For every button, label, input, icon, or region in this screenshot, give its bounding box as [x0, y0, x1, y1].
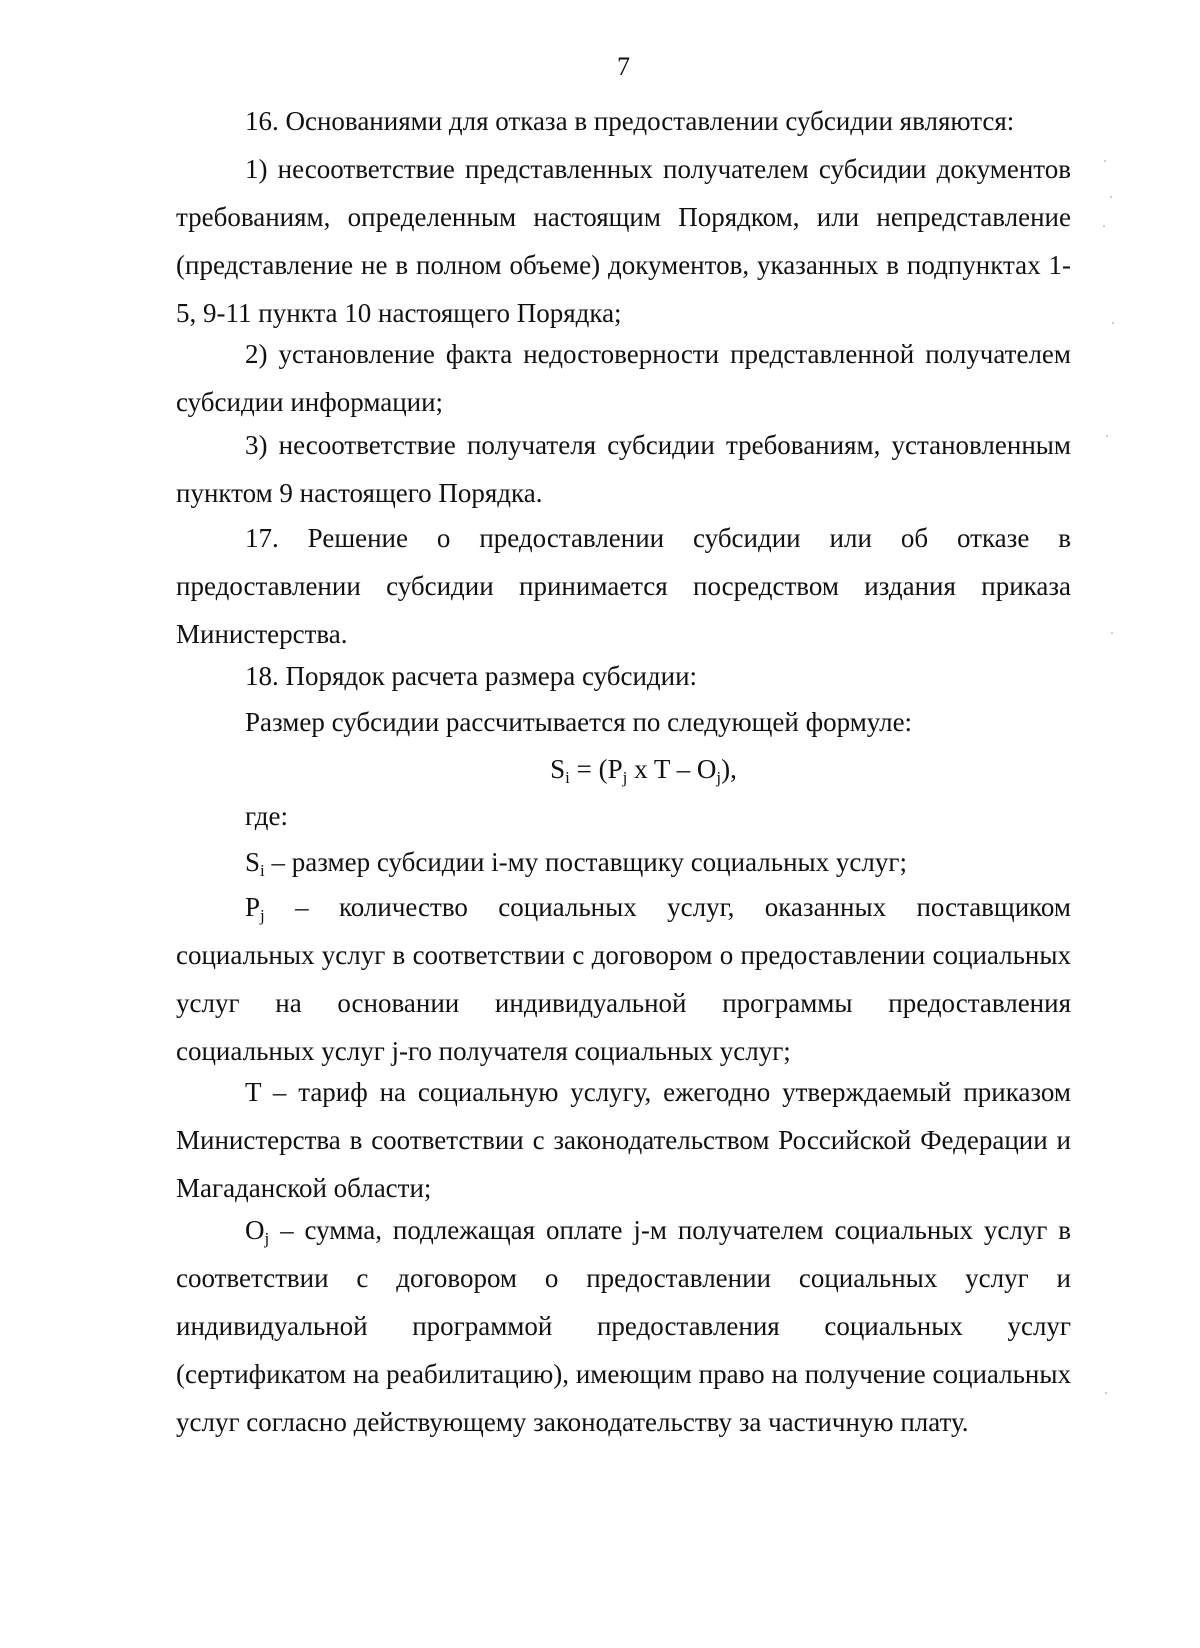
- definition-p-subscript: j: [260, 906, 265, 925]
- formula-close: ),: [721, 754, 737, 784]
- scan-speck: [1111, 632, 1113, 634]
- formula-o-subscript: j: [716, 768, 722, 787]
- where-label: где:: [245, 801, 288, 831]
- definition-o-symbol: O: [245, 1215, 265, 1245]
- definition-s-text: – размер субсидии i-му поставщику социальных услуг;: [264, 847, 907, 877]
- scan-speck: [1105, 1392, 1107, 1394]
- definition-s: [176, 838, 1071, 886]
- paragraph-16-item-1: 1) несоответствие представленных получателем субсидии документов требованиям, определенным настоящим Порядком, или непредставление (представление не в полном объеме) документов, указанных в подпунктах 1-5, 9-11 пункта 10 настоящего Порядка;: [176, 154, 1071, 328]
- paragraph-16-heading: 16. Основаниями для отказа в предоставлении субсидии являются:: [245, 106, 1015, 136]
- definition-o-text: – сумма, подлежащая оплате j-м получателем социальных услуг в соответствии с договором о предоставлении социальных услуг и индивидуальной программой предоставления социальных услуг (сертификатом на реабилитацию), имеющим право на получение социальных услуг согласно действующему законодательству за частичную плату.: [176, 1215, 1071, 1437]
- formula-open: = (P: [569, 754, 623, 784]
- formula-p-subscript: j: [622, 768, 628, 787]
- formula-lhs-subscript: i: [565, 768, 570, 787]
- paragraph-16-item-2: 2) установление факта недостоверности представленной получателем субсидии информации;: [176, 339, 1071, 417]
- formula-lhs: S: [550, 754, 566, 784]
- definition-s-symbol: S: [245, 847, 261, 877]
- scan-speck: [1106, 435, 1108, 437]
- definition-t: T – тариф на социальную услугу, ежегодно утверждаемый приказом Министерства в соответствии с законодательством Российской Федерации и Магаданской области;: [176, 1077, 1071, 1203]
- formula-middle: x T – O: [627, 754, 717, 784]
- definition-p-text: – количество социальных услуг, оказанных поставщиком социальных услуг в соответствии с договором о предоставлении социальных услуг на основании индивидуальной программы предоставления социальных услуг j-го получателя социальных услуг;: [176, 892, 1071, 1066]
- page-number: 7: [617, 52, 630, 81]
- document-page: [176, 0, 1071, 1648]
- definition-p-symbol: P: [245, 892, 261, 922]
- definition-p: [176, 883, 1071, 1075]
- definition-s-subscript: i: [260, 861, 265, 880]
- definition-o-subscript: j: [264, 1229, 270, 1248]
- scan-speck: [1103, 225, 1105, 227]
- paragraph-18-heading: 18. Порядок расчета размера субсидии:: [245, 661, 698, 691]
- subsidy-formula: [176, 745, 1071, 793]
- paragraph-16-item-3: 3) несоответствие получателя субсидии требованиям, установленным пунктом 9 настоящего Порядка.: [176, 430, 1071, 508]
- paragraph-18-intro: Размер субсидии рассчитывается по следующей формуле:: [245, 707, 913, 737]
- paragraph-17: 17. Решение о предоставлении субсидии или об отказе в предоставлении субсидии принимается посредством издания приказа Министерства.: [176, 523, 1071, 649]
- scan-speck: [1112, 322, 1114, 324]
- scan-speck: [1110, 196, 1112, 198]
- scan-speck: [1104, 160, 1106, 162]
- definition-o: [176, 1206, 1071, 1446]
